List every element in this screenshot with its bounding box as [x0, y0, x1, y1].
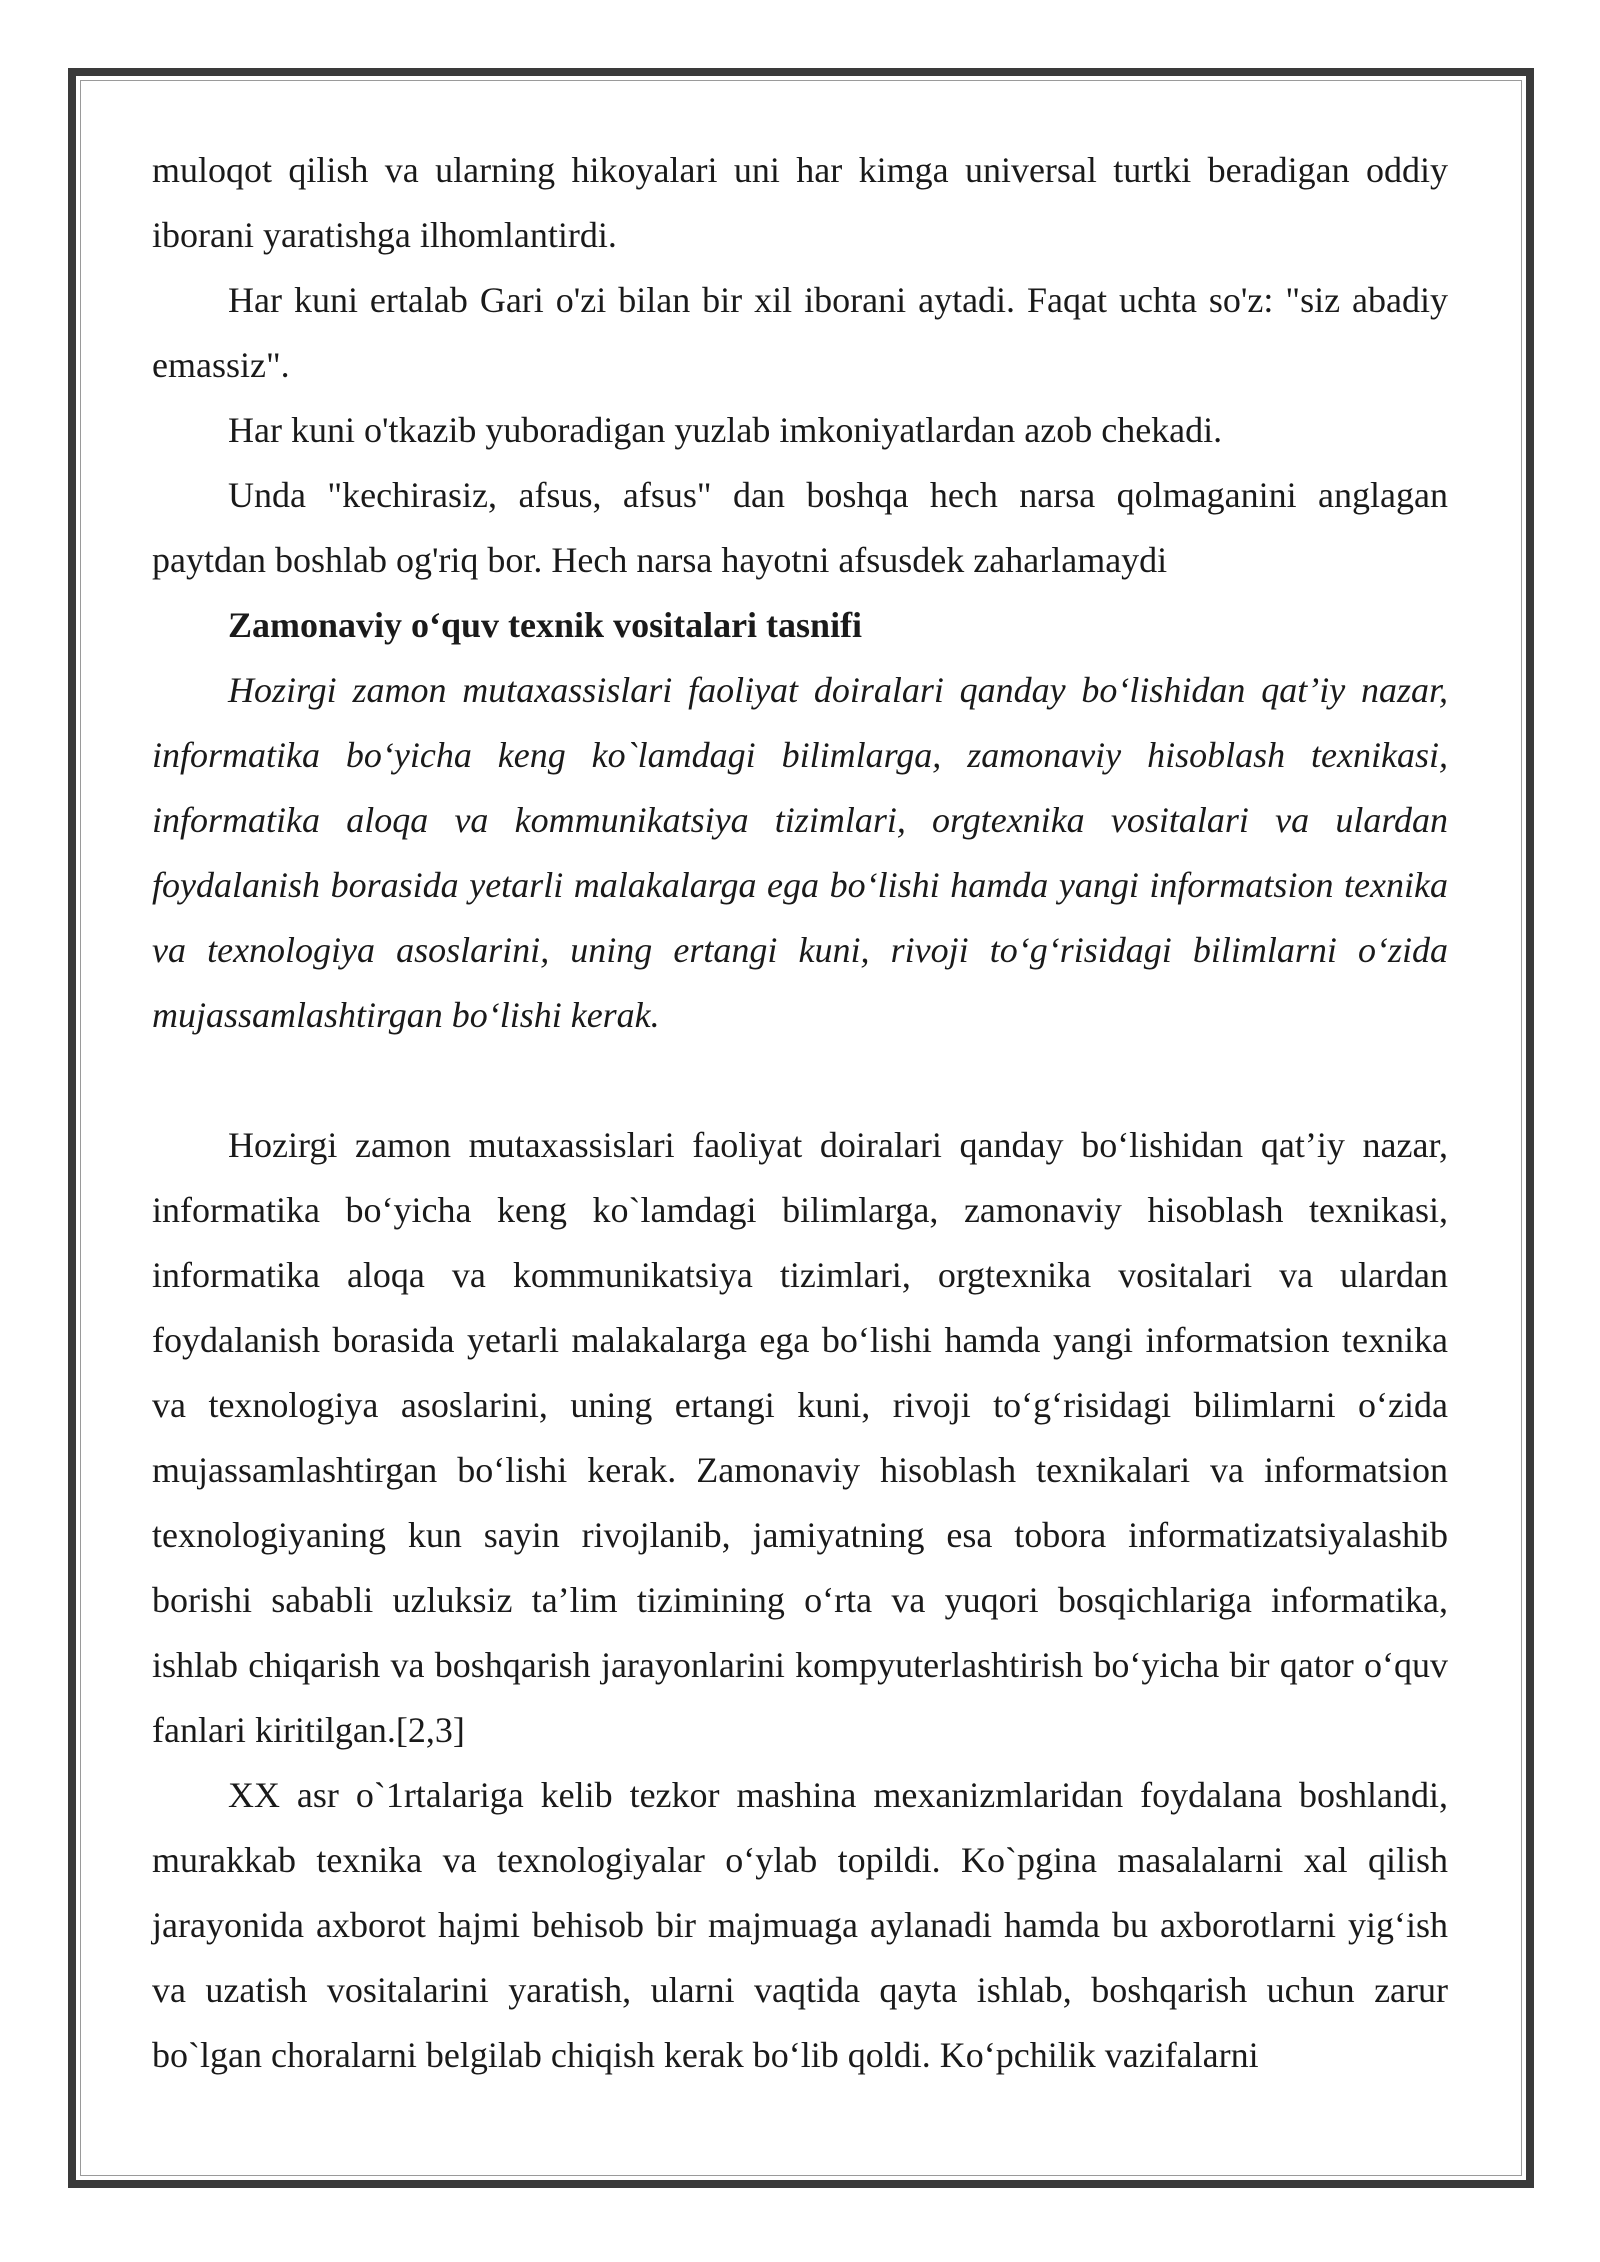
body-paragraph: XX asr o`1rtalariga kelib tezkor mashina mexanizmlaridan foydalana boshlandi, murakkab texnika va texnologiyalar o‘ylab topildi. Ko`pgina masalalarni xal qilish jarayonida axborot hajmi behisob bir majmuaga aylanadi hamda bu axborotlarni yig‘ish va uzatish vositalarini yaratish, ularni vaqtida qayta ishlab, boshqarish uchun zarur bo`lgan choralarni belgilab chiqish kerak bo‘lib qoldi. Ko‘pchilik vazifalarni [152, 1775, 1448, 2075]
body-paragraph: Hozirgi zamon mutaxassislari faoliyat doiralari qanday bo‘lishidan qat’iy nazar, informatika bo‘yicha keng ko`lamdagi bilimlarga, zamonaviy hisoblash texnikasi, informatika aloqa va kommunikatsiya tizimlari, orgtexnika vositalari va ulardan foydalanish borasida yetarli malakalarga ega bo‘lishi hamda yangi informatsion texnika va texnologiya asoslarini, uning ertangi kuni, rivoji to‘g‘risidagi bilimlarni o‘zida mujassamlashtirgan bo‘lishi kerak. Zamonaviy hisoblash texnikalari va informatsion texnologiyaning kun sayin rivojlanib, jamiyatning esa tobora informatizatsiyalashib borishi sababli uzluksiz ta’lim tizimining o‘rta va yuqori bosqichlariga informatika, ishlab chiqarish va boshqarish jarayonlarini kompyuterlashtirish bo‘yicha bir qator o‘quv fanlari kiritilgan.[2,3] [152, 1125, 1448, 1750]
paragraph: Har kuni ertalab Gari o'zi bilan bir xil iborani aytadi. Faqat uchta so'z: "siz abadiy emassiz". [152, 280, 1448, 385]
section-heading: Zamonaviy o‘quv texnik vositalari tasnifi [228, 605, 863, 645]
italic-paragraph: Hozirgi zamon mutaxassislari faoliyat doiralari qanday bo‘lishidan qat’iy nazar, informatika bo‘yicha keng ko`lamdagi bilimlarga, zamonaviy hisoblash texnikasi, informatika aloqa va kommunikatsiya tizimlari, orgtexnika vositalari va ulardan foydalanish borasida yetarli malakalarga ega bo‘lishi hamda yangi informatsion texnika va texnologiya asoslarini, uning ertangi kuni, rivoji to‘g‘risidagi bilimlarni o‘zida mujassamlashtirgan bo‘lishi kerak. [152, 670, 1448, 1035]
paragraph: Har kuni o'tkazib yuboradigan yuzlab imkoniyatlardan azob chekadi. [228, 410, 1223, 450]
paragraph: muloqot qilish va ularning hikoyalari uni har kimga universal turtki beradigan oddiy iborani yaratishga ilhomlantirdi. [152, 150, 1448, 255]
blank-line [152, 1048, 1448, 1113]
document-body [152, 138, 1448, 2088]
paragraph: Unda "kechirasiz, afsus, afsus" dan boshqa hech narsa qolmaganini anglagan paytdan boshlab og'riq bor. Hech narsa hayotni afsusdek zaharlamaydi [152, 475, 1448, 580]
